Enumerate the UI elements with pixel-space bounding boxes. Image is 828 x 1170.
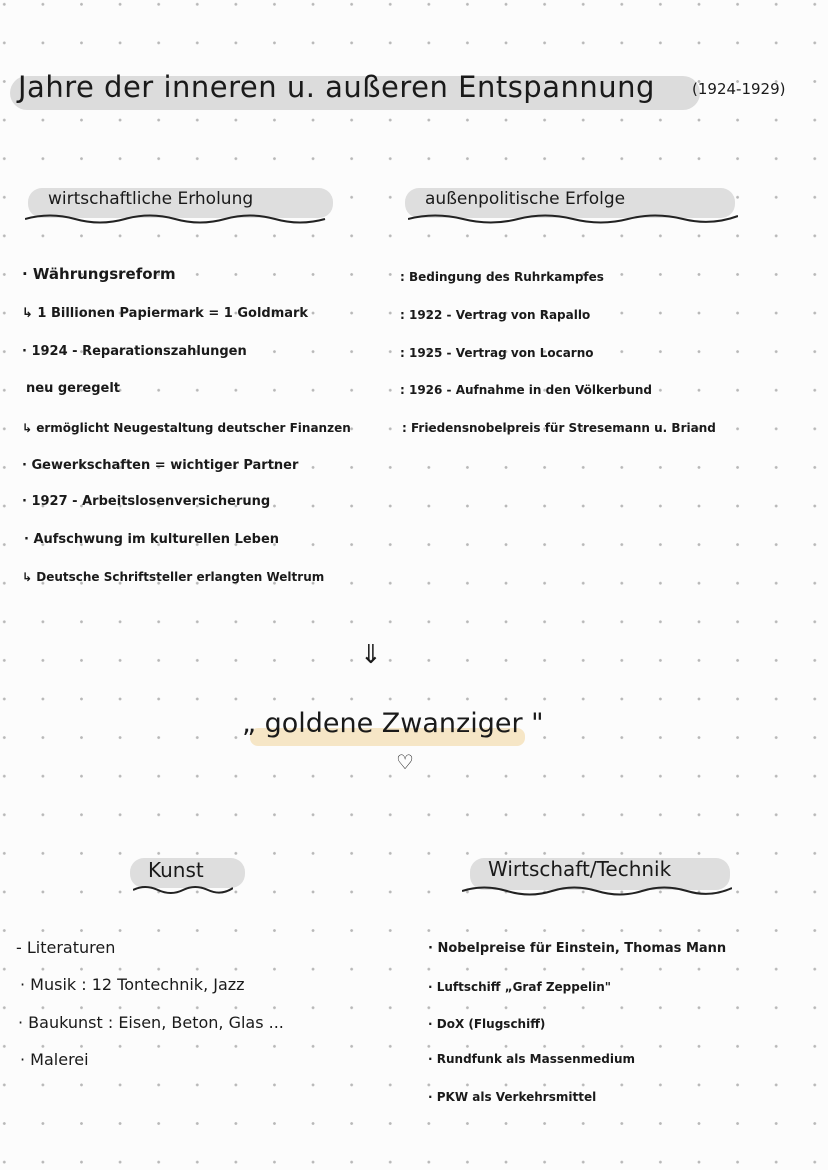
list-item: · DoX (Flugschiff) <box>428 1017 546 1031</box>
wavy-underline <box>25 212 335 226</box>
list-item: · Nobelpreise für Einstein, Thomas Mann <box>428 941 727 956</box>
heading-wirtschaftliche-erholung: wirtschaftliche Erholung <box>48 189 254 209</box>
title-years: (1924-1929) <box>692 80 786 98</box>
list-item: : 1922 - Vertrag von Rapallo <box>400 308 591 322</box>
wavy-underline <box>133 884 233 896</box>
list-item: ↳ 1 Billionen Papiermark = 1 Goldmark <box>22 306 309 321</box>
list-item: · Luftschiff „Graf Zeppelin" <box>428 980 612 994</box>
heading-wirtschaft-technik: Wirtschaft/Technik <box>488 857 672 881</box>
list-item: · 1927 - Arbeitslosenversicherung <box>22 494 271 509</box>
list-item: · Baukunst : Eisen, Beton, Glas ... <box>18 1013 284 1032</box>
list-item: - Literaturen <box>16 938 116 957</box>
list-item: · Musik : 12 Tontechnik, Jazz <box>20 975 245 994</box>
heart-icon: ♡ <box>396 750 414 774</box>
list-item: : Bedingung des Ruhrkampfes <box>400 270 604 284</box>
heading-kunst: Kunst <box>148 858 204 882</box>
list-item: · Rundfunk als Massenmedium <box>428 1052 636 1066</box>
list-item: ↳ Deutsche Schriftsteller erlangten Weltrum <box>22 570 325 584</box>
list-item: · 1924 - Reparationszahlungen <box>22 344 247 359</box>
list-item: : 1925 - Vertrag von Locarno <box>400 346 594 360</box>
list-item: ↳ ermöglicht Neugestaltung deutscher Finanzen <box>22 421 351 435</box>
list-item: : Friedensnobelpreis für Stresemann u. Briand <box>402 421 716 435</box>
list-item: · PKW als Verkehrsmittel <box>428 1090 597 1104</box>
list-item: · Malerei <box>20 1050 89 1069</box>
list-item: · Währungsreform <box>22 265 176 283</box>
wavy-underline <box>408 212 738 226</box>
list-item: : 1926 - Aufnahme in den Völkerbund <box>400 383 653 397</box>
goldene-zwanziger-label: „ goldene Zwanziger " <box>242 708 544 739</box>
wavy-underline <box>462 884 732 898</box>
heading-aussenpolitische-erfolge: außenpolitische Erfolge <box>425 189 626 209</box>
page-title: Jahre der inneren u. außeren Entspannung <box>18 70 655 104</box>
arrow-down-icon: ⇓ <box>360 640 382 670</box>
list-item: · Aufschwung im kulturellen Leben <box>24 532 280 547</box>
list-item: neu geregelt <box>26 381 120 396</box>
list-item: · Gewerkschaften = wichtiger Partner <box>22 458 299 473</box>
